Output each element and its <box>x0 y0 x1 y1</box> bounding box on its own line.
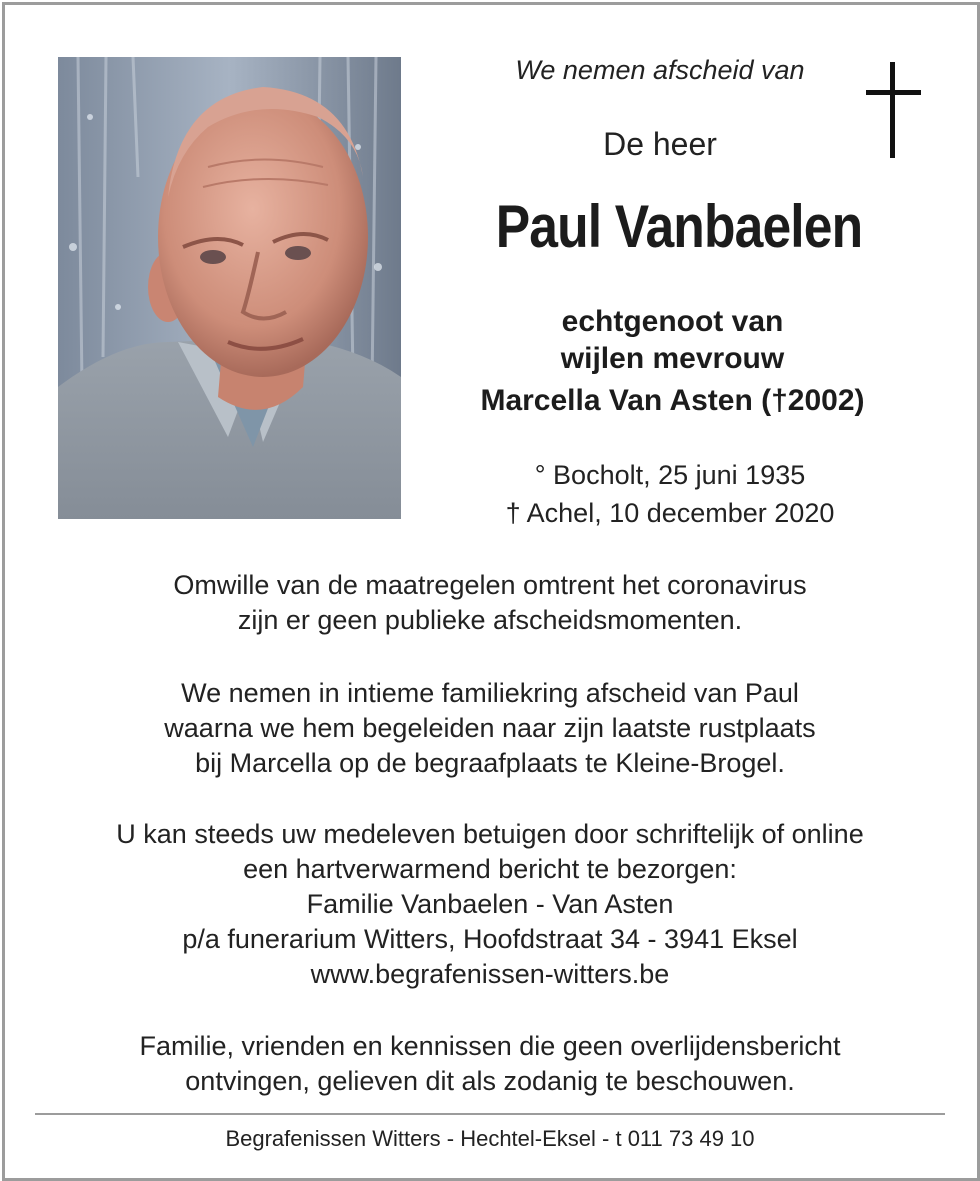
deceased-name: Paul Vanbaelen <box>495 193 863 260</box>
paragraph-line: waarna we hem begeleiden naar zijn laatste rustplaats <box>164 713 816 743</box>
farewell-paragraph <box>40 676 940 781</box>
condolence-paragraph <box>40 817 940 992</box>
paragraph-line: ontvingen, gelieven dit als zodanig te beschouwen. <box>185 1066 795 1096</box>
paragraph-line: We nemen in intieme familiekring afscheid van Paul <box>181 678 799 708</box>
portrait-photo <box>58 57 401 519</box>
birth-date: ° Bocholt, 25 juni 1935 <box>534 460 806 490</box>
paragraph-line: een hartverwarmend bericht te bezorgen: <box>243 854 737 884</box>
honorific-title: De heer <box>603 126 717 162</box>
intro-text: We nemen afscheid van <box>515 55 805 85</box>
death-date: † Achel, 10 december 2020 <box>505 498 835 528</box>
latin-cross-icon <box>866 62 922 160</box>
paragraph-line: Omwille van de maatregelen omtrent het coronavirus <box>173 570 807 600</box>
closing-paragraph <box>40 1029 940 1099</box>
footer-divider <box>35 1113 945 1115</box>
paragraph-line: U kan steeds uw medeleven betuigen door schriftelijk of online <box>116 819 864 849</box>
paragraph-line: Familie, vrienden en kennissen die geen overlijdensbericht <box>139 1031 841 1061</box>
paragraph-line: bij Marcella op de begraafplaats te Kleine-Brogel. <box>195 748 785 778</box>
covid-paragraph <box>40 568 940 638</box>
funerarium-address: p/a funerarium Witters, Hoofdstraat 34 - 3941 Eksel <box>182 924 798 954</box>
family-address-name: Familie Vanbaelen - Van Asten <box>306 889 674 919</box>
website-link[interactable]: www.begrafenissen-witters.be <box>310 959 670 989</box>
relation-line: echtgenoot van <box>561 305 784 338</box>
paragraph-line: zijn er geen publieke afscheidsmomenten. <box>237 605 743 635</box>
spouse-name: Marcella Van Asten (†2002) <box>480 384 865 417</box>
funeral-home-footer: Begrafenissen Witters - Hechtel-Eksel - t 011 73 49 10 <box>225 1126 755 1151</box>
relation-line: wijlen mevrouw <box>560 342 785 375</box>
